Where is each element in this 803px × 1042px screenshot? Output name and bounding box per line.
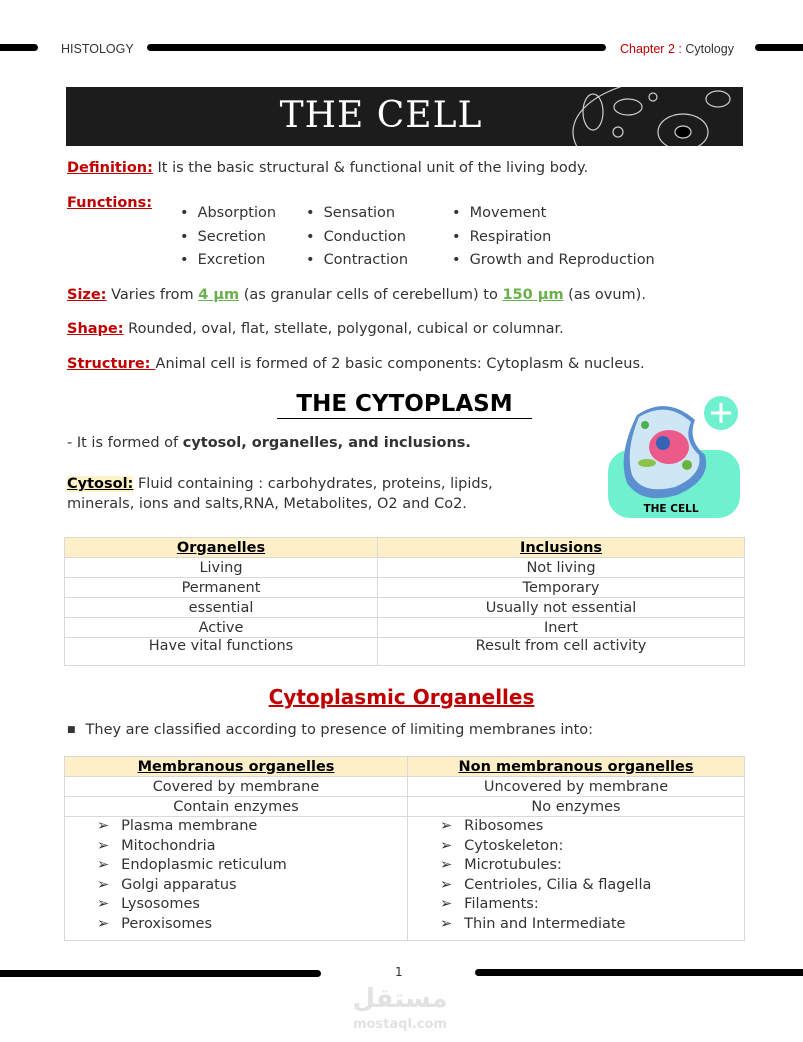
definition: Definition: It is the basic structural & functional unit of the living body. [67, 160, 589, 176]
header-subject: HISTOLOGY [61, 42, 134, 56]
functions-list: • Movement • Respiration • Growth and Reproduction [452, 202, 655, 273]
table-row: essential Usually not essential [65, 598, 745, 618]
list-item: ➢ Golgi apparatus [97, 876, 403, 896]
organelles-heading: Cytoplasmic Organelles [268, 685, 535, 709]
cytosol: Cytosol: Fluid containing : carbohydrates, proteins, lipids, [67, 476, 493, 492]
footer-rule [475, 969, 803, 976]
membranous-table [64, 756, 745, 941]
cytoplasm-intro: - It is formed of cytosol, organelles, and inclusions. [67, 435, 471, 451]
table-header: Membranous organelles Non membranous organelles [65, 757, 745, 777]
cell-sketch-icon [533, 87, 743, 146]
header-rule [147, 44, 606, 51]
list-item: ➢ Filaments: [440, 895, 740, 915]
page-number: 1 [395, 965, 403, 979]
list-item: ➢ Microtubules: [440, 856, 740, 876]
list-item: ➢ Ribosomes [440, 817, 740, 837]
watermark-url: mostaql.com [352, 1017, 448, 1032]
list-item: ➢ Endoplasmic reticulum [97, 856, 403, 876]
list-item: ➢ Plasma membrane [97, 817, 403, 837]
table-header: Organelles Inclusions [65, 538, 745, 558]
list-item: ➢ Cytoskeleton: [440, 837, 740, 857]
header-rule [0, 44, 38, 51]
title-banner [66, 87, 743, 146]
functions-list: • Absorption • Secretion • Excretion [180, 202, 276, 273]
table-row: Covered by membrane Uncovered by membrane [65, 777, 745, 797]
organelles-inclusions-table [64, 537, 745, 666]
footer-rule [0, 970, 321, 977]
list-item: ➢ Mitochondria [97, 837, 403, 857]
cell-caption: THE CELL [643, 503, 699, 515]
list-item: ➢ Centrioles, Cilia & flagella [440, 876, 740, 896]
table-row: Active Inert [65, 618, 745, 638]
table-row [65, 817, 745, 941]
table-row: Living Not living [65, 558, 745, 578]
structure: Structure: Animal cell is formed of 2 basic components: Cytoplasm & nucleus. [67, 356, 645, 372]
cell-illustration [607, 395, 742, 520]
functions-label: Functions: [67, 195, 153, 211]
header-rule [755, 44, 803, 51]
list-item: ➢ Thin and Intermediate [440, 915, 740, 935]
list-item: ➢ Peroxisomes [97, 915, 403, 935]
table-row: Have vital functions Result from cell activity [65, 638, 745, 666]
page-title: THE CELL [279, 95, 483, 136]
table-row: Contain enzymes No enzymes [65, 797, 745, 817]
cytosol-cont: minerals, ions and salts,RNA, Metabolites, O2 and Co2. [67, 496, 467, 512]
list-item: ➢ Lysosomes [97, 895, 403, 915]
header-chapter: Chapter 2 : Cytology [620, 42, 734, 56]
watermark-logo: مستقل [352, 984, 448, 1014]
cytoplasm-heading: THE CYTOPLASM [277, 391, 532, 419]
table-row: Permanent Temporary [65, 578, 745, 598]
size: Size: Varies from 4 µm (as granular cells of cerebellum) to 150 µm (as ovum). [67, 287, 646, 303]
functions-list: • Sensation • Conduction • Contraction [306, 202, 408, 273]
cell-icon [607, 395, 742, 520]
shape: Shape: Rounded, oval, flat, stellate, polygonal, cubical or columnar. [67, 321, 564, 337]
organelles-bullet: ■ They are classified according to presence of limiting membranes into: [67, 722, 594, 738]
